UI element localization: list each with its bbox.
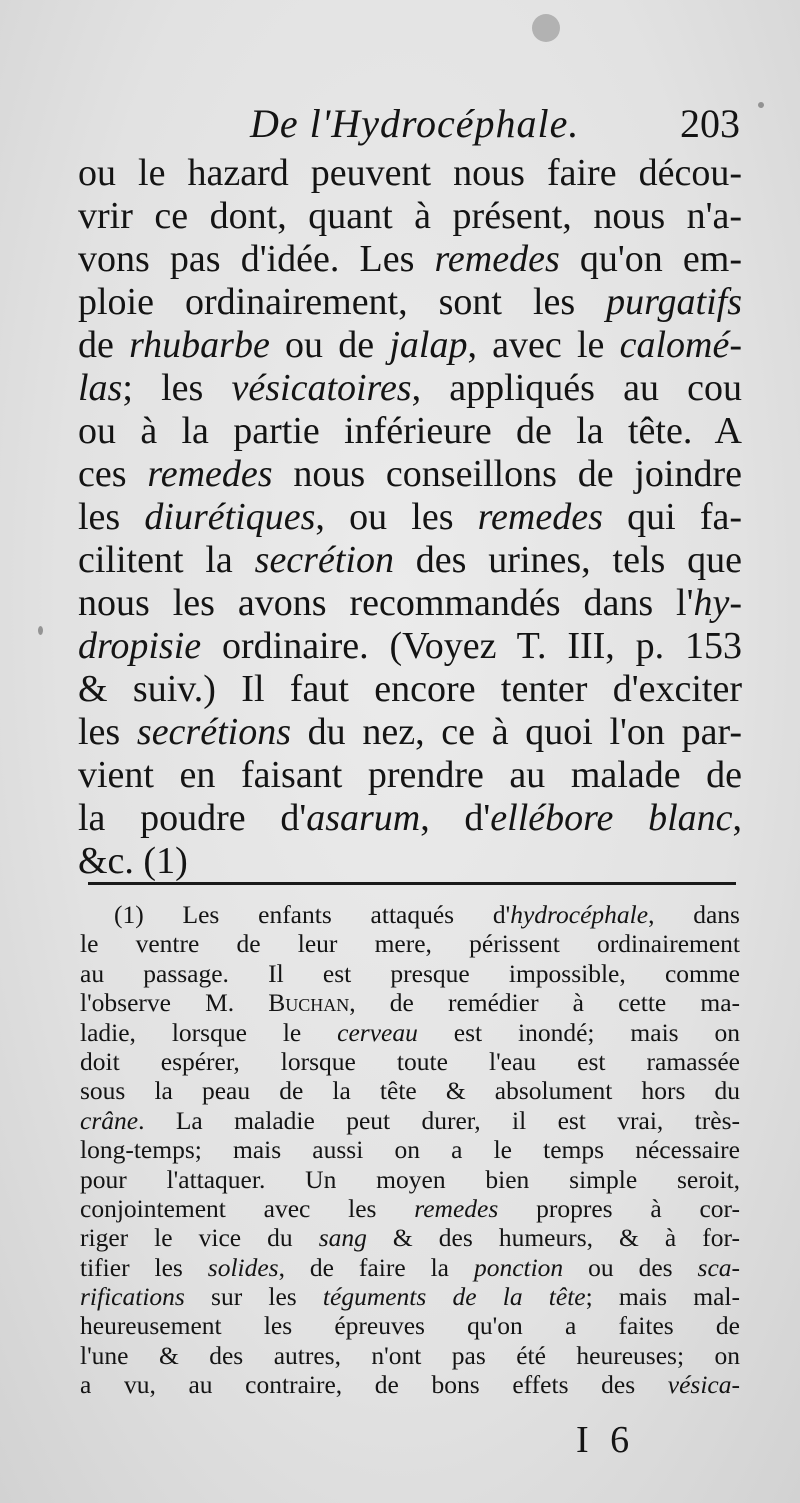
text-line (78, 539, 742, 582)
italic-text: remedes (414, 1193, 499, 1223)
footnote-line (80, 1047, 740, 1076)
text-run: est inondé; mais on (417, 1017, 740, 1047)
text-run: du nez, ce à quoi l'on par- (290, 711, 742, 753)
footnote (80, 900, 740, 1400)
footnote-line (80, 1194, 740, 1223)
text-line (78, 711, 742, 754)
footnote-line (80, 1135, 740, 1164)
text-line (78, 324, 742, 367)
main-text (78, 152, 742, 883)
footnote-line (80, 988, 740, 1017)
footnote-line (80, 1311, 740, 1340)
text-run: ou à la partie inférieure de la tête. A (78, 410, 742, 452)
italic-text: secrétions (136, 711, 291, 753)
italic-text: remedes (147, 453, 273, 495)
footnote-line (80, 1018, 740, 1047)
page-number: 203 (680, 101, 740, 146)
text-line (78, 453, 742, 496)
text-run: le ventre de leur mere, périssent ordinairement (80, 929, 740, 959)
footnote-line (80, 1253, 740, 1282)
footnote-line (80, 929, 740, 958)
text-run: les (78, 496, 145, 538)
text-run: , dans (648, 900, 740, 929)
footnote-line (80, 959, 740, 988)
italic-text: sang (318, 1223, 367, 1253)
italic-text: cerveau (337, 1017, 418, 1047)
text-run: ou le hazard peuvent nous faire décou- (78, 152, 742, 194)
ink-speck (532, 14, 560, 42)
footnote-line (80, 1076, 740, 1105)
running-header (80, 100, 740, 150)
italic-text: vésicatoires (231, 367, 412, 409)
text-line (78, 152, 742, 195)
text-line (78, 367, 742, 410)
text-run: ladie, lorsque le (80, 1017, 338, 1047)
text-run: les (78, 711, 137, 753)
italic-text: rhubarbe (129, 324, 270, 366)
text-run: qu'on em- (559, 238, 742, 280)
footnote-line (80, 1341, 740, 1370)
italic-text: diurétiques (144, 496, 316, 538)
text-line (78, 410, 742, 453)
text-line (78, 754, 742, 797)
italic-text: hy- (693, 582, 742, 624)
footnote-line (80, 1370, 740, 1399)
text-run: ploie ordinairement, sont les (78, 281, 607, 323)
text-run: , de faire la (278, 1252, 474, 1282)
text-run: conjointement avec les (80, 1193, 415, 1223)
text-run: &c. (1) (78, 840, 188, 882)
text-line (78, 496, 742, 539)
text-run: au passage. Il est presque impossible, comme (80, 958, 740, 988)
italic-text: solides (207, 1252, 279, 1282)
text-run: vons pas d'idée. Les (78, 238, 435, 280)
italic-text: calomé- (619, 324, 742, 366)
text-run: , de remédier à cette ma- (349, 988, 740, 1018)
text-run: ces (78, 453, 148, 495)
italic-text: ellébore blanc (490, 797, 733, 839)
text-run: & suiv.) Il faut encore tenter d'exciter (78, 668, 742, 710)
italic-text: purgatifs (606, 281, 742, 323)
italic-text: remedes (434, 238, 560, 280)
italic-text: remedes (477, 496, 603, 538)
text-run: , avec le (467, 324, 620, 366)
text-run: ; les (122, 367, 232, 409)
text-run: sur les (184, 1282, 323, 1312)
footnote-line (80, 1106, 740, 1135)
italic-text: secrétion (254, 539, 394, 581)
text-run: tifier les (80, 1252, 208, 1282)
italic-text: ponction (473, 1252, 564, 1282)
text-run: ordinaire. (Voyez T. III, p. 153 (201, 625, 742, 667)
text-run: . La maladie peut durer, il est vrai, très- (138, 1105, 740, 1135)
italic-text: rifications (80, 1282, 185, 1312)
text-run: la poudre d' (78, 797, 307, 839)
text-run: l'observe M. (80, 988, 269, 1018)
text-line (78, 238, 742, 281)
text-run: a vu, au contraire, de bons effets des (80, 1370, 668, 1400)
text-run: des urines, tels que (393, 539, 742, 581)
italic-text: hydrocéphale (510, 900, 649, 929)
text-run: cilitent la (78, 539, 255, 581)
text-run: propres à cor- (498, 1193, 740, 1223)
text-run: l'une & des autres, n'ont pas été heureuses; on (80, 1340, 740, 1370)
text-run: , ou les (315, 496, 478, 538)
text-line (78, 797, 742, 840)
text-line (78, 668, 742, 711)
text-run: vient en faisant prendre au malade de (78, 754, 742, 796)
footnote-line (80, 900, 740, 929)
italic-text: jalap (389, 324, 468, 366)
italic-text: asarum (306, 797, 421, 839)
italic-text: las (78, 367, 123, 409)
italic-text: téguments de la tête (322, 1282, 586, 1312)
text-run: pour l'attaquer. Un moyen bien simple seroit, (80, 1164, 740, 1194)
footnote-line (80, 1223, 740, 1252)
text-run: ; mais mal- (585, 1282, 740, 1312)
footnote-rule (88, 882, 736, 885)
text-run: long-temps; mais aussi on a le temps nécessaire (80, 1135, 740, 1165)
text-run: , d' (420, 797, 491, 839)
text-run: nous conseillons de joindre (272, 453, 742, 495)
text-run: heureusement les épreuves qu'on a faites de (80, 1311, 740, 1341)
text-line (78, 582, 742, 625)
italic-text: crâne (80, 1105, 139, 1135)
text-run: , appliqués au cou (411, 367, 742, 409)
ink-speck (758, 102, 764, 108)
text-run: riger le vice du (80, 1223, 319, 1253)
text-run: qui fa- (602, 496, 742, 538)
footnote-line (80, 1165, 740, 1194)
ink-speck (38, 626, 43, 635)
text-run: vrir ce dont, quant à présent, nous n'a- (78, 195, 742, 237)
text-run: nous les avons recommandés dans l' (78, 582, 694, 624)
text-line (78, 625, 742, 668)
text-run: sous la peau de la tête & absolument hors du (80, 1076, 740, 1106)
italic-text: dropisie (78, 625, 202, 667)
italic-text: sca- (697, 1252, 740, 1282)
text-line (78, 195, 742, 238)
text-run: ou des (563, 1252, 698, 1282)
text-run: Buchan (268, 988, 350, 1018)
footnote-line (80, 1282, 740, 1311)
italic-text: vésica- (667, 1370, 740, 1400)
text-line (78, 840, 742, 883)
text-run: , (732, 797, 742, 839)
text-run: & des humeurs, & à for- (366, 1223, 740, 1253)
running-title: De l'Hydrocéphale. (250, 101, 580, 146)
text-run: de (78, 324, 130, 366)
text-line (78, 281, 742, 324)
signature-mark: I 6 (576, 1419, 636, 1461)
text-run: doit espérer, lorsque toute l'eau est ramassée (80, 1046, 740, 1076)
text-run: (1) Les enfants attaqués d' (114, 900, 511, 929)
text-run: ou de (269, 324, 390, 366)
